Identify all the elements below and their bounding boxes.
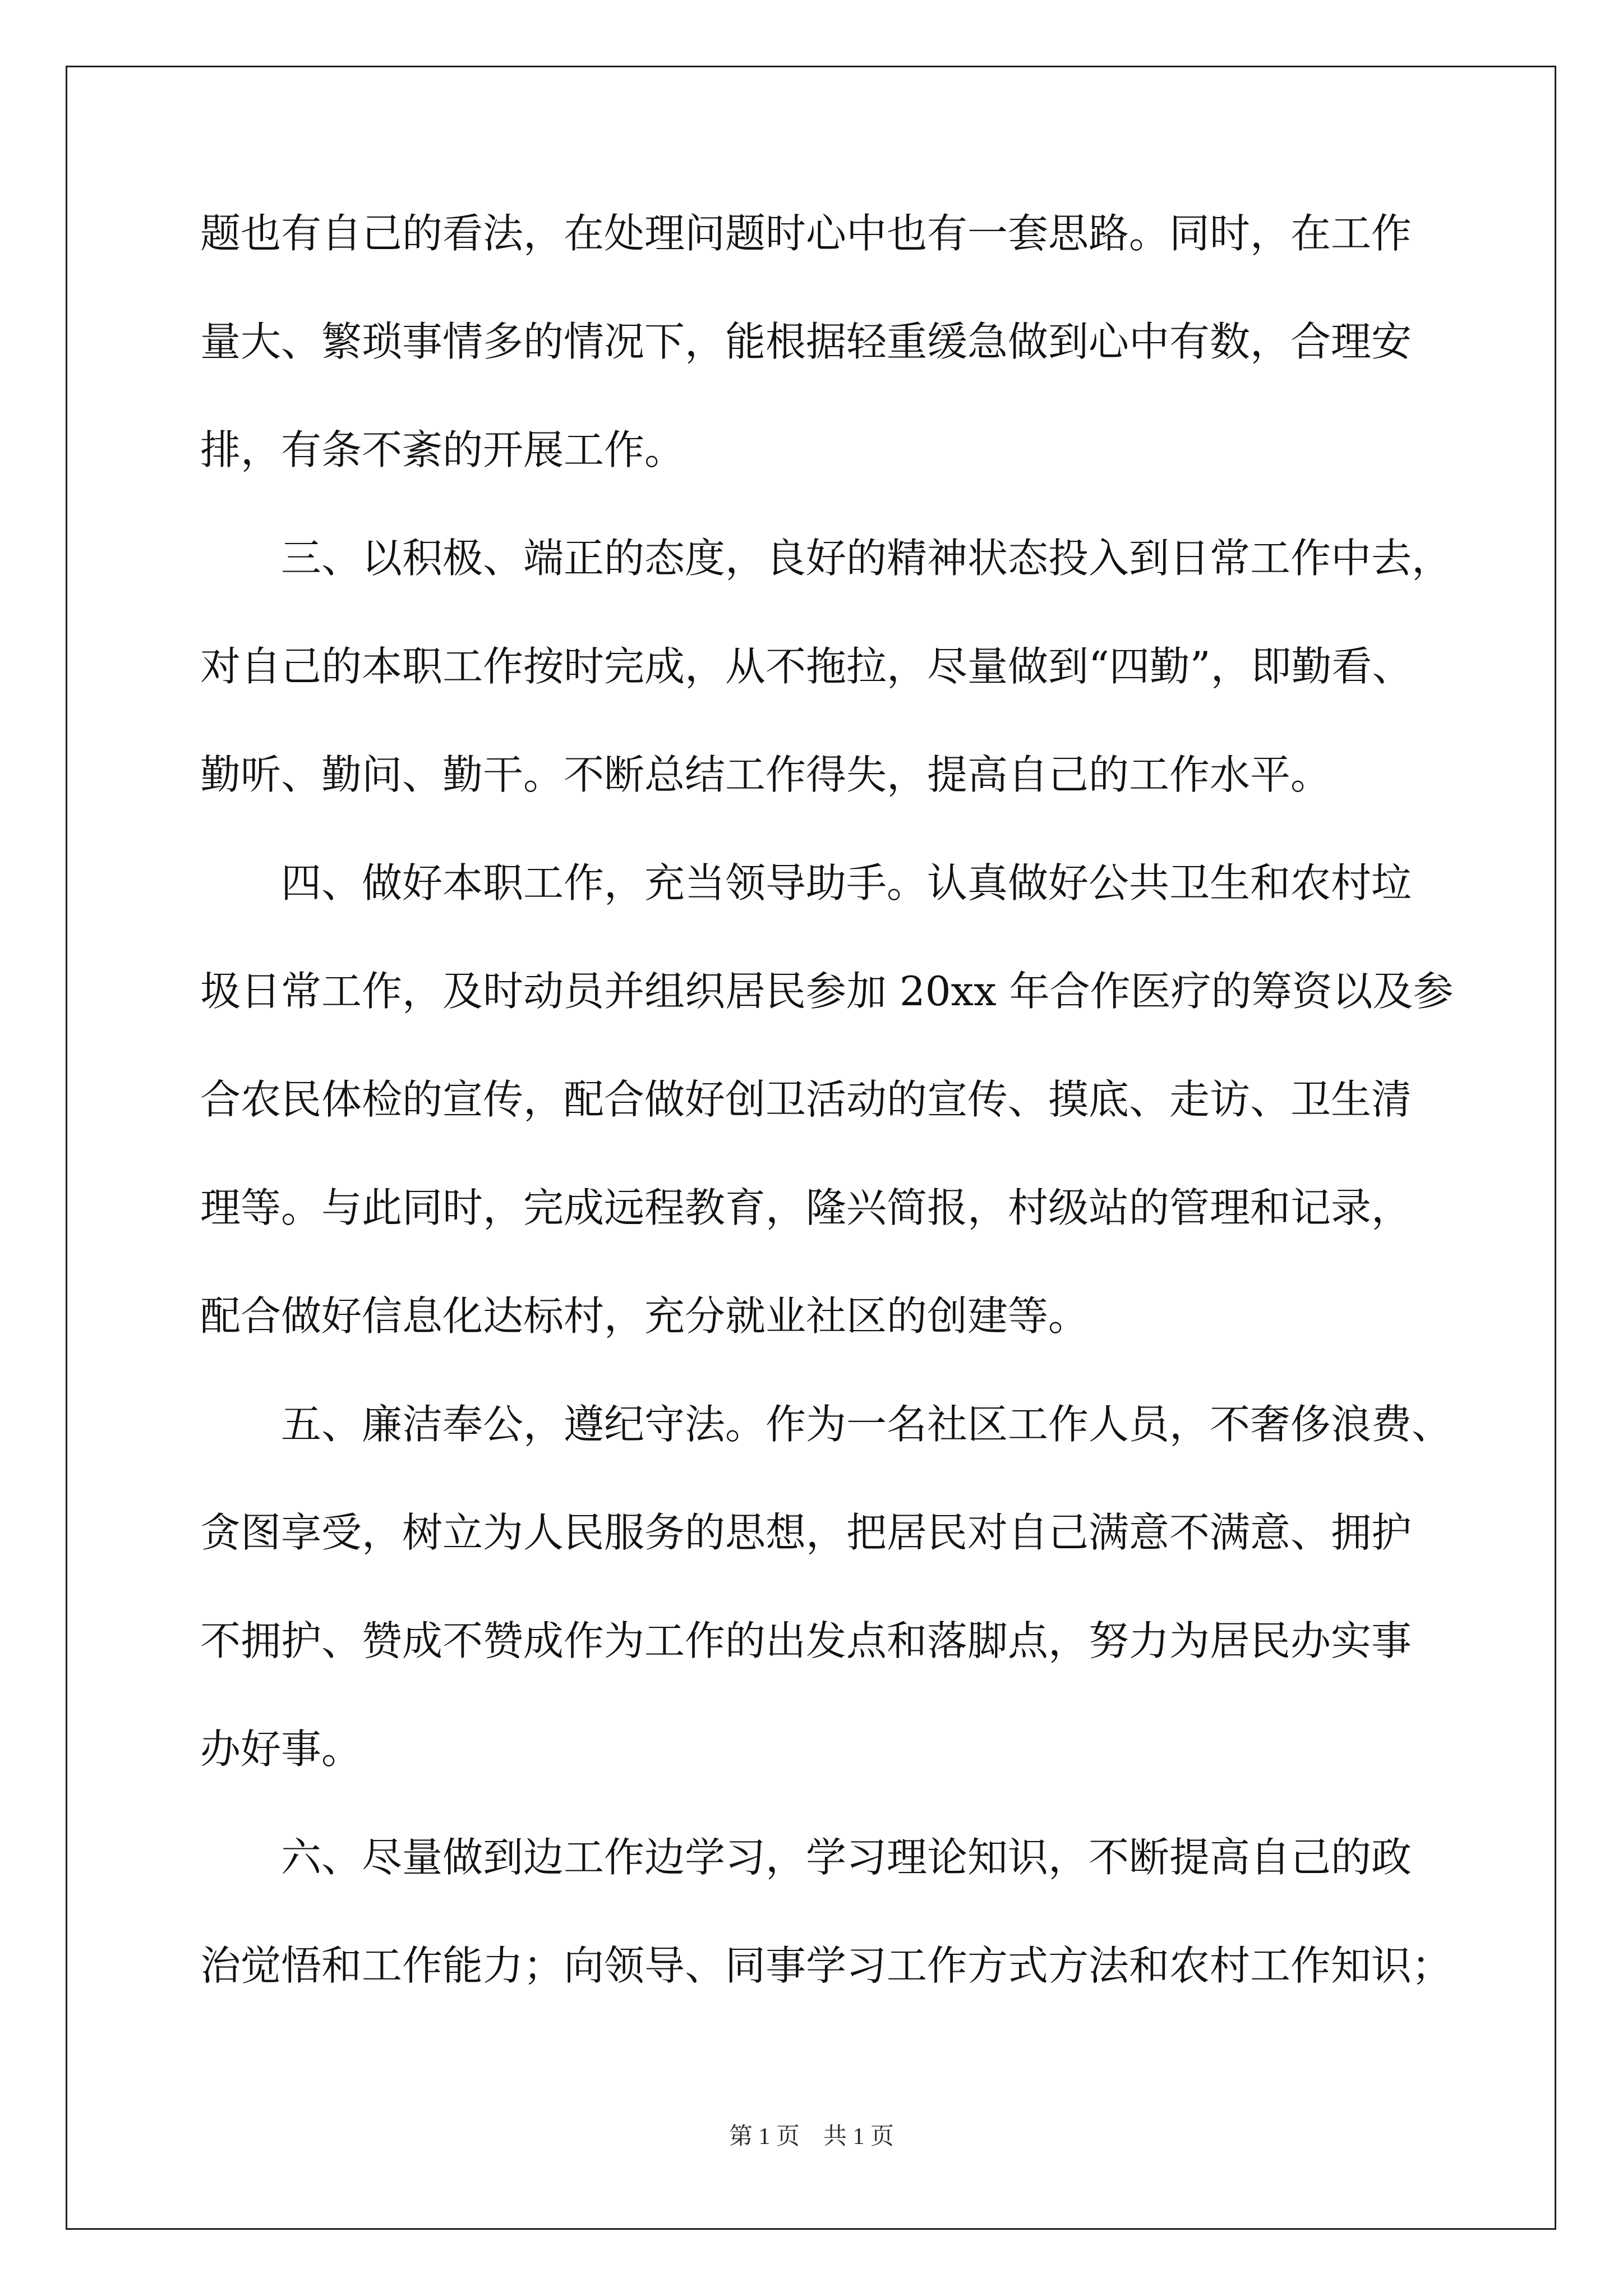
paragraph-line: 治觉悟和工作能力；向领导、同事学习工作方式方法和农村工作知识； (200, 1942, 1453, 1989)
page-border (66, 66, 1556, 2230)
paragraph-line: 办好事。 (200, 1726, 362, 1773)
paragraph-line: 题也有自己的看法，在处理问题时心中也有一套思路。同时，在工作 (200, 210, 1412, 257)
paragraph-line: 圾日常工作，及时动员并组织居民参加 20xx 年合作医疗的筹资以及参 (200, 968, 1454, 1015)
paragraph-line: 理等。与此同时，完成远程教育，隆兴简报，村级站的管理和记录， (200, 1184, 1412, 1231)
paragraph-line: 勤听、勤问、勤干。不断总结工作得失，提高自己的工作水平。 (200, 751, 1331, 798)
paragraph-line: 不拥护、赞成不赞成作为工作的出发点和落脚点，努力为居民办实事 (200, 1617, 1412, 1664)
paragraph-line: 合农民体检的宣传，配合做好创卫活动的宣传、摸底、走访、卫生清 (200, 1076, 1412, 1123)
paragraph-line: 量大、繁琐事情多的情况下，能根据轻重缓急做到心中有数，合理安 (200, 318, 1412, 365)
paragraph-line: 配合做好信息化达标村，充分就业社区的创建等。 (200, 1292, 1089, 1340)
paragraph-line: 四、做好本职工作，充当领导助手。认真做好公共卫生和农村垃 (200, 859, 1412, 907)
paragraph-line: 五、廉洁奉公，遵纪守法。作为一名社区工作人员，不奢侈浪费、 (200, 1401, 1453, 1448)
paragraph-line: 对自己的本职工作按时完成，从不拖拉，尽量做到“四勤”，即勤看、 (200, 643, 1413, 690)
paragraph-line: 三、以积极、端正的态度，良好的精神状态投入到日常工作中去， (200, 535, 1453, 582)
paragraph-line: 贪图享受，树立为人民服务的思想，把居民对自己满意不满意、拥护 (200, 1509, 1412, 1556)
paragraph-line: 排，有条不紊的开展工作。 (200, 426, 685, 473)
paragraph-line: 六、尽量做到边工作边学习，学习理论知识，不断提高自己的政 (200, 1834, 1412, 1881)
page-footer: 第 1 页 共 1 页 (728, 2124, 894, 2150)
